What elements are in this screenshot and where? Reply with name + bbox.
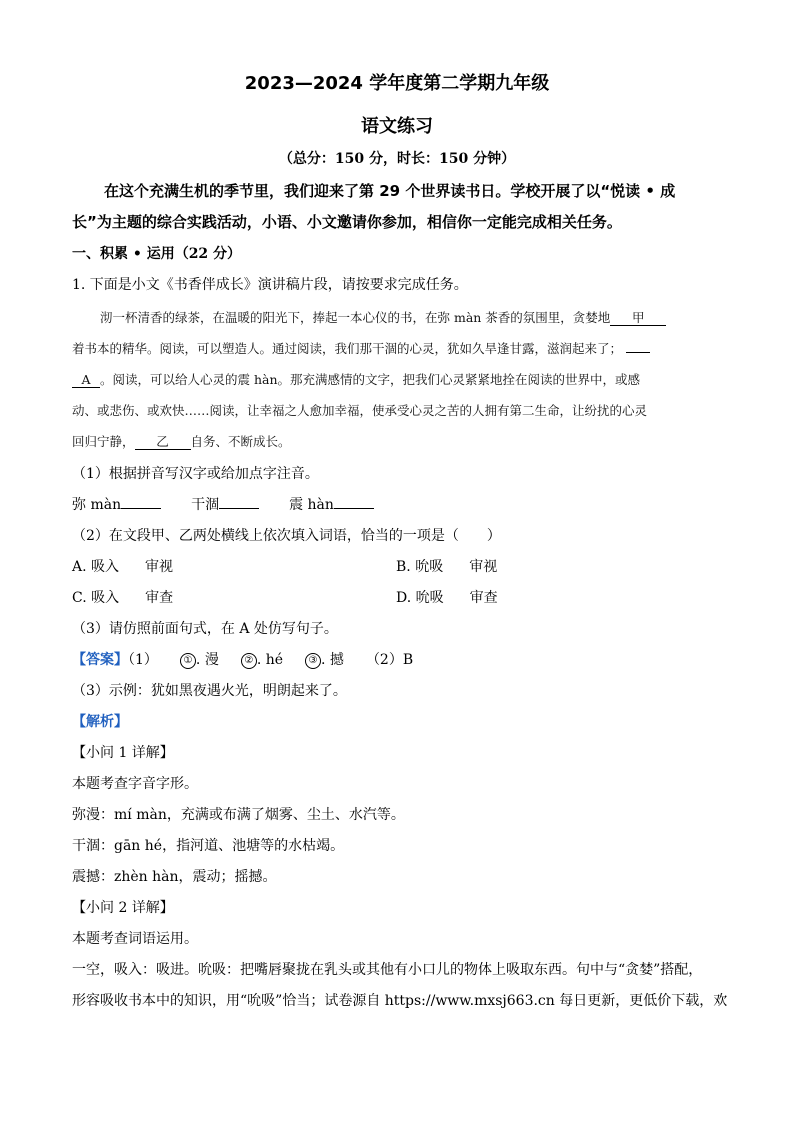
pinyin-item-2: 干涸 — [191, 497, 220, 513]
option-b — [396, 558, 497, 576]
answer-line-1 — [72, 651, 413, 669]
passage-text: 着书本的精华。阅读，可以塑造人。通过阅读，我们那干涸的心灵，犹如久旱逢甘露，滋润起来了； — [72, 341, 623, 356]
passage-line-1 — [100, 310, 666, 326]
sub-question-2-prompt: （2）在文段甲、乙两处横线上依次填入词语，恰当的一项是（ ） — [72, 528, 501, 544]
sub-question-1-items — [72, 496, 374, 514]
blank-jia: 甲 — [610, 311, 666, 326]
answer-blank-1 — [121, 508, 161, 509]
option-b-word: 审视 — [469, 559, 498, 575]
passage-line-4: 动、或悲伤、或欢快……阅读，让幸福之人愈加幸福，使承受心灵之苦的人拥有第二生命，让纷扰的心灵 — [72, 403, 648, 418]
option-c-label: C. 吸入 — [72, 590, 120, 606]
option-c-word: 审查 — [145, 590, 174, 606]
option-b-label: B. 吮吸 — [396, 559, 444, 575]
analysis-sub2-line-3: 形容吸收书本中的知识，用“吮吸”恰当；试卷源自 https://www.mxsj663.cn 每日更新，更低价下载，欢 — [72, 993, 728, 1009]
option-d-word: 审查 — [469, 590, 498, 606]
section-heading: 一、积累 • 运用（22 分） — [72, 246, 242, 262]
intro-line-2: 长”为主题的综合实践活动，小语、小文邀请你参加，相信你一定能完成相关任务。 — [72, 213, 622, 231]
option-a-label: A. 吸入 — [72, 559, 120, 575]
sub-question-1-prompt: （1）根据拼音写汉字或给加点字注音。 — [72, 466, 319, 482]
circled-1-icon: ① — [180, 653, 196, 669]
circled-3-icon: ③ — [305, 653, 321, 669]
blank-a-part1 — [626, 352, 650, 353]
passage-line-3 — [72, 372, 640, 388]
analysis-sub1-title: 【小问 1 详解】 — [72, 745, 174, 761]
option-c — [72, 589, 173, 607]
answer-3: . 撼 — [321, 652, 344, 668]
analysis-sub2-title: 【小问 2 详解】 — [72, 900, 174, 916]
answer-line-2: （3）示例：犹如黑夜遇火光，明朗起来了。 — [72, 683, 347, 699]
option-a — [72, 558, 173, 576]
option-a-word: 审视 — [145, 559, 174, 575]
answer-2: . hé — [256, 652, 284, 668]
analysis-sub1-line-3: 干涸：gān hé，指河道、池塘等的水枯竭。 — [72, 838, 345, 854]
pinyin-item-1: 弥 màn — [72, 497, 122, 513]
answer-blank-3 — [334, 508, 374, 509]
exam-score-time-note: （总分：150 分，时长：150 分钟） — [278, 151, 516, 167]
analysis-sub1-line-2: 弥漫：mí màn，充满或布满了烟雾、尘土、水汽等。 — [72, 807, 405, 823]
intro-line-1: 在这个充满生机的季节里，我们迎来了第 29 个世界读书日。学校开展了以“悦读 • 成 — [104, 182, 676, 200]
analysis-sub1-line-1: 本题考查字音字形。 — [72, 776, 198, 792]
passage-text: 。阅读，可以给人心灵的震 hàn。那充满感情的文字，把我们心灵紧紧地拴在阅读的世界中，或感 — [100, 372, 641, 387]
passage-text: 回归宁静， — [72, 434, 135, 449]
analysis-sub2-line-1: 本题考查词语运用。 — [72, 931, 198, 947]
answer-part-1: （1） — [128, 652, 158, 668]
passage-line-5 — [72, 434, 291, 450]
option-d — [396, 589, 498, 607]
passage-line-2 — [72, 341, 650, 357]
answer-1: . 漫 — [195, 652, 219, 668]
answer-part-2: （2）B — [365, 652, 414, 668]
passage-text: 自务、不断成长。 — [190, 434, 291, 449]
blank-yi: 乙 — [135, 435, 191, 450]
blank-a: A — [72, 373, 100, 388]
analysis-sub2-line-2: 一空，吸入：吸进。吮吸：把嘴唇聚拢在乳头或其他有小口儿的物体上吸取东西。句中与“贪婪”搭配， — [72, 962, 703, 978]
exam-subtitle: 语文练习 — [361, 116, 433, 137]
sub-question-3-prompt: （3）请仿照前面句式，在 A 处仿写句子。 — [72, 621, 338, 637]
option-d-label: D. 吮吸 — [396, 590, 444, 606]
answer-tag: 【答案】 — [72, 652, 128, 668]
passage-text: 沏一杯清香的绿茶，在温暖的阳光下，捧起一本心仪的书，在弥 màn 茶香的氛围里，贪婪地 — [100, 310, 611, 325]
analysis-sub1-line-4: 震撼：zhèn hàn，震动；摇撼。 — [72, 869, 277, 885]
answer-blank-2 — [219, 508, 259, 509]
pinyin-item-3: 震 hàn — [289, 497, 334, 513]
circled-2-icon: ② — [241, 653, 257, 669]
analysis-tag: 【解析】 — [72, 714, 128, 730]
question-1-stem: 1. 下面是小文《书香伴成长》演讲稿片段，请按要求完成任务。 — [72, 277, 468, 293]
exam-title: 2023—2024 学年度第二学期九年级 — [244, 73, 550, 94]
